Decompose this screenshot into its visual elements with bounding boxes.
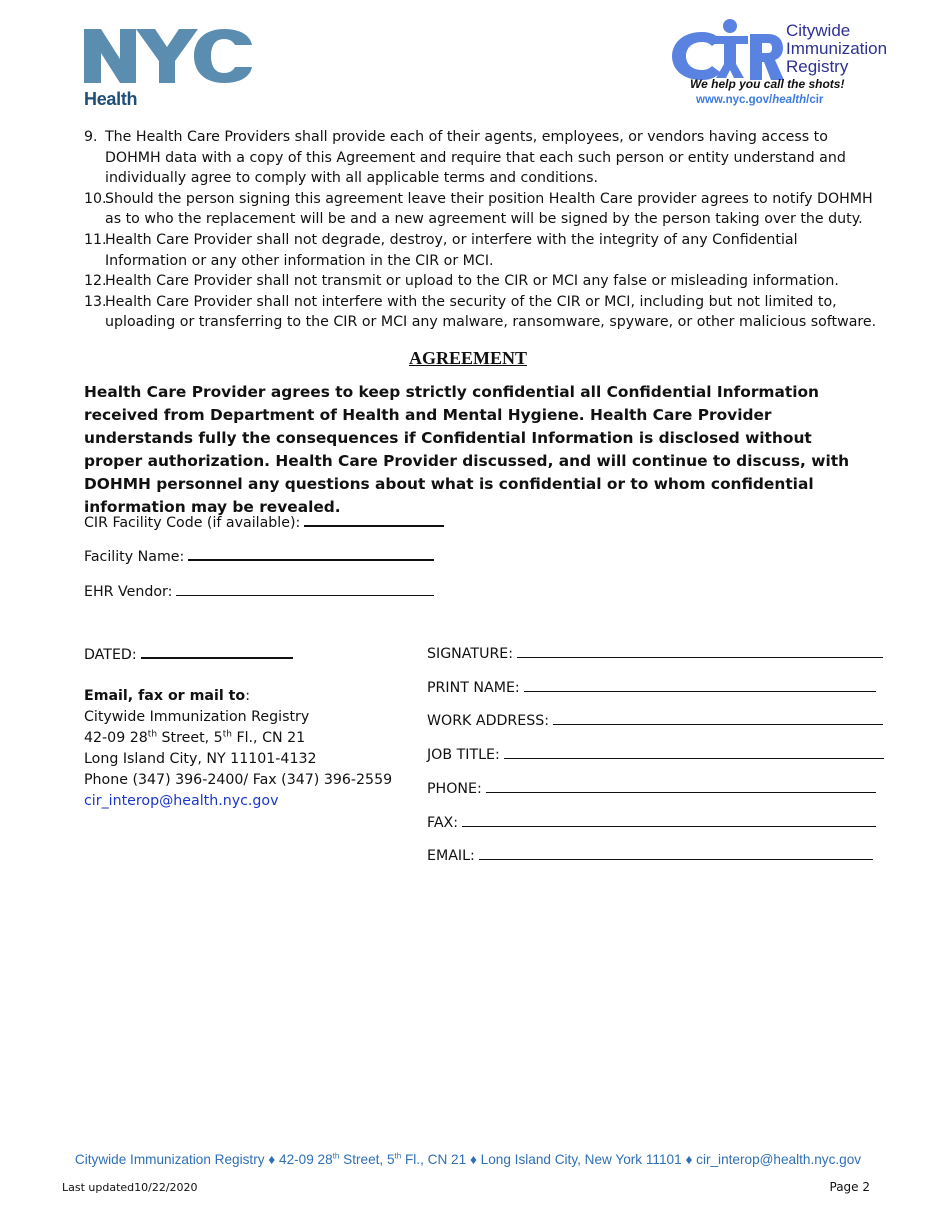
work-address-input[interactable] bbox=[553, 723, 883, 725]
cir-url-health: health bbox=[772, 94, 807, 106]
mail-phone-fax: Phone (347) 396-2400/ Fax (347) 396-2559 bbox=[84, 772, 393, 788]
list-item bbox=[84, 189, 884, 230]
item-text: Health Care Provider shall not interfere with the security of the CIR or MCI, including but not limited to, uploading or transferring to the CIR or MCI any malware, ransomware, spyware, or other malicious software. bbox=[105, 293, 877, 331]
phone-field bbox=[427, 781, 876, 797]
cir-logo bbox=[672, 18, 912, 110]
footer-part: Fl., CN 21 ♦ Long Island City, New York 11101 ♦ cir_interop@health.nyc.gov bbox=[401, 1152, 862, 1167]
ehr-vendor-label: EHR Vendor: bbox=[84, 584, 173, 600]
fax-field bbox=[427, 815, 876, 831]
mail-org: Citywide Immunization Registry bbox=[84, 709, 310, 725]
list-item bbox=[84, 230, 884, 271]
mail-to-block bbox=[84, 686, 392, 812]
agreement-body: Health Care Provider agrees to keep strictly confidential all Confidential Information received from Department of Health and Mental Hygiene. Health Care Provider understands fully the consequences if Confidential Information is disclosed without proper authorization. Health Care Provider discussed, and will continue to discuss, with DOHMH personnel any questions about what is confidential or to whom confidential information may be revealed. bbox=[84, 383, 850, 516]
fax-label: FAX: bbox=[427, 815, 459, 831]
work-address-field bbox=[427, 713, 883, 729]
cir-url-suffix: /cir bbox=[806, 94, 824, 106]
signature-input[interactable] bbox=[517, 656, 883, 658]
dated-label: DATED: bbox=[84, 647, 137, 663]
job-title-input[interactable] bbox=[504, 757, 884, 759]
facility-code-input[interactable] bbox=[304, 524, 444, 527]
signature-label: SIGNATURE: bbox=[427, 646, 514, 662]
email-label: EMAIL: bbox=[427, 848, 475, 864]
phone-label: PHONE: bbox=[427, 781, 482, 797]
item-number: 12. bbox=[84, 273, 107, 290]
street-sup: th bbox=[147, 729, 158, 740]
mail-city: Long Island City, NY 11101-4132 bbox=[84, 751, 317, 767]
list-item bbox=[84, 292, 884, 333]
cir-url-prefix: www.nyc.gov/ bbox=[696, 94, 773, 106]
email-input[interactable] bbox=[479, 858, 873, 860]
cir-name-line: Citywide bbox=[786, 21, 851, 40]
terms-list bbox=[84, 127, 884, 333]
cir-name-line: Registry bbox=[786, 57, 849, 76]
list-item bbox=[84, 127, 884, 189]
mail-street bbox=[84, 728, 392, 749]
item-text: Should the person signing this agreement leave their position Health Care provider agrees to notify DOHMH as to who the replacement will be and a new agreement will be signed by the person taking over the duty. bbox=[105, 190, 873, 228]
item-text: Health Care Provider shall not transmit or upload to the CIR or MCI any false or misleading information. bbox=[105, 273, 839, 290]
footer-sup: th bbox=[394, 1151, 402, 1161]
agreement-heading: AGREEMENT bbox=[408, 348, 527, 368]
facility-name-field bbox=[84, 549, 434, 565]
job-title-label: JOB TITLE: bbox=[427, 747, 500, 763]
footer-sup: th bbox=[332, 1151, 340, 1161]
job-title-field bbox=[427, 747, 884, 763]
nyc-health-text: Health bbox=[84, 89, 138, 109]
cir-tagline: We help you call the shots! bbox=[690, 77, 845, 91]
fax-input[interactable] bbox=[462, 825, 876, 827]
email-field bbox=[427, 848, 873, 864]
cir-registry-name bbox=[786, 22, 916, 76]
ehr-vendor-field bbox=[84, 584, 434, 600]
street-part: 42-09 28 bbox=[84, 730, 148, 746]
street-part: Street, 5 bbox=[157, 730, 223, 746]
print-name-field bbox=[427, 680, 876, 696]
cir-name-line: Immunization bbox=[786, 39, 888, 58]
print-name-label: PRINT NAME: bbox=[427, 680, 520, 696]
footer-part: Citywide Immunization Registry ♦ 42-09 28 bbox=[74, 1152, 333, 1167]
print-name-input[interactable] bbox=[524, 690, 876, 692]
item-number: 11. bbox=[84, 231, 107, 248]
phone-input[interactable] bbox=[486, 791, 876, 793]
cir-logo-mark bbox=[672, 18, 784, 82]
cir-url bbox=[696, 94, 823, 106]
footer-part: Street, 5 bbox=[339, 1152, 395, 1167]
item-number: 9. bbox=[84, 129, 98, 145]
street-sup: th bbox=[222, 729, 232, 740]
work-address-label: WORK ADDRESS: bbox=[427, 713, 550, 729]
item-text: Health Care Provider shall not degrade, destroy, or interfere with the integrity of any Confidential Information or any other information in the CIR or MCI. bbox=[105, 231, 798, 269]
facility-name-label: Facility Name: bbox=[84, 549, 185, 565]
last-updated: Last updated10/22/2020 bbox=[62, 1181, 198, 1194]
signature-field bbox=[427, 646, 883, 662]
nyc-logo-mark bbox=[84, 27, 252, 85]
street-part: Fl., CN 21 bbox=[231, 730, 306, 746]
mail-to-colon: : bbox=[245, 688, 250, 704]
nyc-health-logo bbox=[84, 27, 254, 111]
page-number: Page 2 bbox=[829, 1180, 870, 1194]
dated-field bbox=[84, 647, 293, 663]
ehr-vendor-input[interactable] bbox=[176, 594, 434, 596]
dated-input[interactable] bbox=[141, 656, 293, 659]
facility-code-field bbox=[84, 515, 444, 531]
facility-code-label: CIR Facility Code (if available): bbox=[84, 515, 301, 531]
item-number: 10. bbox=[84, 190, 107, 207]
item-number: 13. bbox=[84, 293, 107, 310]
list-item bbox=[84, 271, 884, 292]
mail-to-title: Email, fax or mail to bbox=[84, 688, 246, 704]
facility-name-input[interactable] bbox=[188, 558, 434, 561]
footer-address bbox=[0, 1152, 936, 1167]
item-text: The Health Care Providers shall provide each of their agents, employees, or vendors having access to DOHMH data with a copy of this Agreement and require that each such person or entity understand and individually agree to comply with all applicable terms and conditions. bbox=[105, 129, 846, 187]
mail-email-link[interactable]: cir_interop@health.nyc.gov bbox=[84, 793, 279, 809]
